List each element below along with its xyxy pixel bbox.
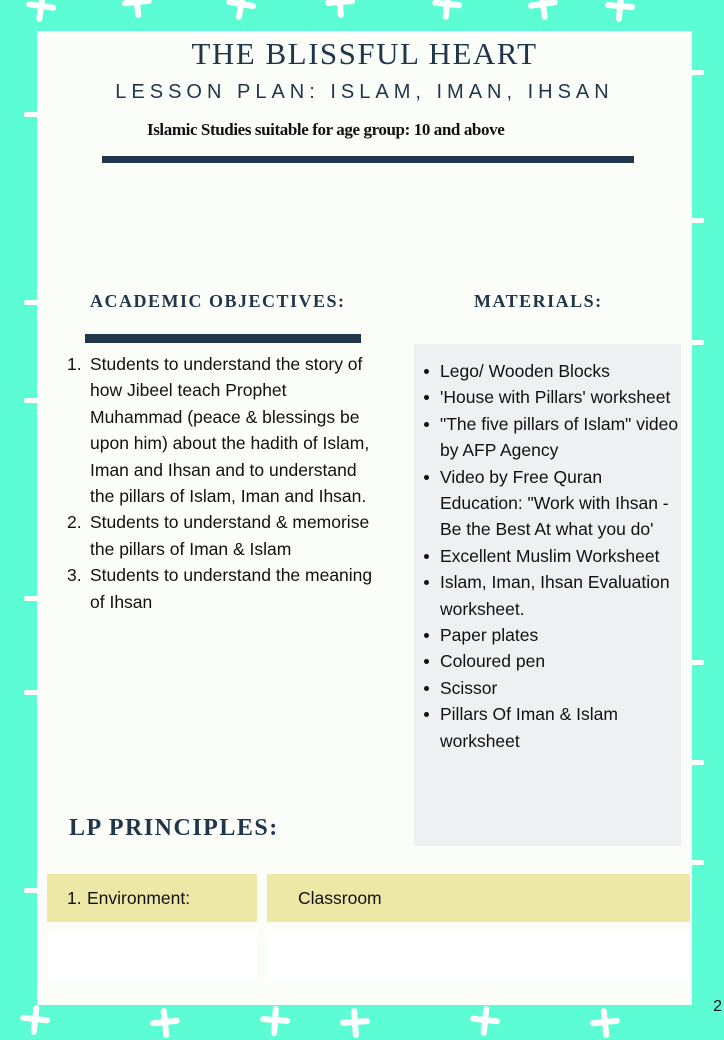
decorative-cross-icon (526, 0, 560, 22)
material-item: Excellent Muslim Worksheet (422, 543, 682, 569)
principle-label-cell (47, 874, 257, 922)
principle-value-cell (267, 874, 690, 922)
material-item: Video by Free Quran Education: "Work with Ihsan - Be the Best At what you do' (422, 464, 682, 543)
objective-item (67, 509, 377, 562)
materials-box (414, 344, 681, 846)
objective-text: Students to understand the meaning of Ihsan (90, 565, 373, 612)
decorative-cross-icon (339, 1007, 371, 1039)
objective-item (67, 351, 377, 509)
decorative-cross-icon (259, 1005, 291, 1037)
objective-text: Students to understand & memorise the pillars of Iman & Islam (90, 512, 370, 559)
materials-heading: MATERIALS: (474, 291, 603, 311)
lesson-plan-page (37, 31, 692, 1005)
material-item: Paper plates (422, 622, 682, 648)
decorative-cross-icon (24, 0, 58, 24)
header-divider (102, 156, 634, 163)
decorative-cross-icon (19, 1004, 52, 1037)
decorative-cross-icon (604, 0, 637, 23)
material-item: Coloured pen (422, 648, 682, 674)
decorative-cross-icon (149, 1007, 182, 1040)
decorative-cross-icon (431, 0, 464, 21)
material-item: 'House with Pillars' worksheet (422, 384, 682, 410)
decorative-cross-icon (589, 1007, 622, 1040)
material-item: Islam, Iman, Ihsan Evaluation worksheet. (422, 569, 682, 622)
objective-number: 1. (67, 354, 82, 374)
page-number: 2 (713, 998, 722, 1015)
objective-text: Students to understand the story of how Jibeel teach Prophet Muhammad (peace & blessings be upon him) about the hadith of Islam, Iman and Ihsan and to understand the pillars of Islam, Iman and Ihsan. (90, 354, 370, 507)
decorative-cross-icon (121, 0, 154, 19)
decorative-cross-icon (469, 1005, 502, 1038)
academic-objectives-heading: ACADEMIC OBJECTIVES: (90, 291, 346, 311)
decorative-cross-icon (324, 0, 356, 19)
age-group-text: Islamic Studies suitable for age group: 10 and above (147, 120, 505, 139)
objective-number: 3. (67, 565, 82, 586)
objective-number: 2. (67, 512, 82, 533)
principle-label: Environment: (87, 888, 191, 908)
material-item: Scissor (422, 675, 682, 701)
page-title: THE BLISSFUL HEART (191, 36, 538, 71)
principle-number: 1. (67, 888, 82, 908)
material-item: Pillars Of Iman & Islam worksheet (422, 701, 682, 754)
objectives-list (67, 351, 377, 615)
objectives-divider (85, 334, 361, 343)
objective-item (67, 562, 377, 615)
principle-empty-cell (47, 931, 257, 979)
material-item: Lego/ Wooden Blocks (422, 358, 682, 384)
principle-empty-cell (267, 931, 690, 979)
principle-value: Classroom (298, 888, 382, 908)
decorative-cross-icon (224, 0, 259, 22)
material-item: "The five pillars of Islam" video by AFP Agency (422, 411, 682, 464)
materials-list (422, 358, 682, 754)
lesson-plan-subtitle: LESSON PLAN: ISLAM, IMAN, IHSAN (115, 81, 614, 103)
lp-principles-heading: LP PRINCIPLES: (69, 815, 279, 841)
